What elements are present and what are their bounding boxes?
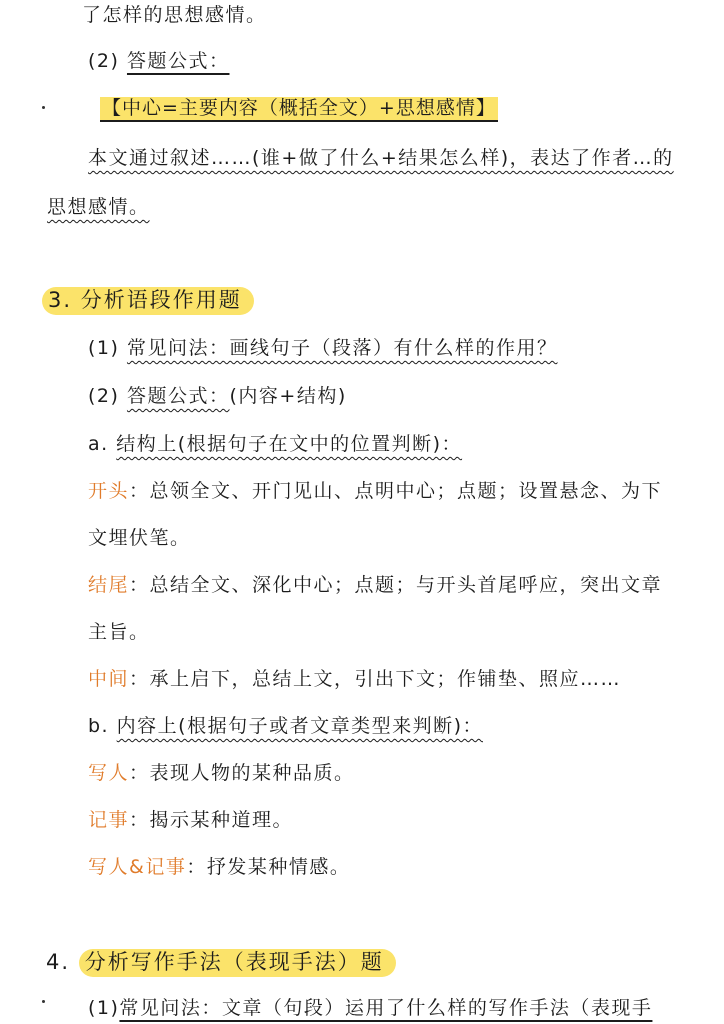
structure-item-ending-cont — [88, 617, 150, 647]
answer-text-2: 思想感情。 — [47, 196, 150, 218]
section-3-q2-title: 答题公式： — [126, 385, 230, 407]
answer-line-2 — [47, 192, 150, 222]
section-4-q1-text: 常见问法：文章（句段）运用了什么样的写作手法（表现手 — [119, 997, 653, 1019]
structure-item-text: ：总领全文、开门见山、点明中心；点题；设置悬念、为下 — [129, 480, 663, 502]
structure-item-cont: 文埋伏笔。 — [88, 527, 191, 549]
section-3-q2-suffix: (内容+结构) — [229, 385, 347, 407]
answer-text-1: 本文通过叙述……(谁+做了什么+结果怎么样)，表达了作者…的 — [88, 147, 674, 169]
structure-item-opening — [88, 476, 662, 506]
section-3-q1-label: (1) — [88, 337, 120, 359]
content-label: b. — [88, 715, 110, 737]
content-item-term: 记事 — [88, 809, 130, 831]
section-3-number: 3. — [48, 288, 73, 312]
intro-line-text: 了怎样的思想感情。 — [82, 4, 267, 26]
structure-item-term: 中间 — [88, 668, 130, 690]
section-3-highlight — [42, 287, 254, 315]
section-4-number: 4. — [46, 950, 71, 974]
structure-item-text: ：总结全文、深化中心；点题；与开头首尾呼应，突出文章 — [129, 574, 663, 596]
content-item-person — [88, 758, 355, 788]
content-item-both — [88, 852, 350, 882]
structure-item-term: 开头 — [88, 480, 130, 502]
structure-item-text: ：承上启下，总结上文，引出下文；作铺垫、照应…… — [129, 668, 622, 690]
structure-item-middle — [88, 664, 621, 694]
structure-item-term: 结尾 — [88, 574, 130, 596]
content-item-text: ：揭示某种道理。 — [129, 809, 294, 831]
content-item-term: 写人 — [88, 762, 130, 784]
content-item-text: ：抒发某种情感。 — [186, 856, 351, 878]
content-heading — [88, 711, 483, 741]
intro-q2-label: (2) — [88, 50, 120, 72]
structure-heading — [88, 429, 462, 459]
section-3-q2-label: (2) — [88, 385, 120, 407]
structure-text: 结构上(根据句子在文中的位置判断)： — [116, 433, 463, 455]
answer-line-1 — [88, 143, 674, 173]
margin-dot — [42, 106, 45, 109]
section-4-title: 分析写作手法（表现手法）题 — [79, 949, 396, 977]
structure-item-ending — [88, 570, 662, 600]
section-3-q2 — [88, 381, 347, 411]
section-3-q1 — [88, 333, 557, 363]
intro-q2-title: 答题公式： — [126, 50, 230, 72]
content-text: 内容上(根据句子或者文章类型来判断)： — [116, 715, 483, 737]
intro-q2 — [88, 46, 229, 76]
margin-dot — [42, 1000, 45, 1003]
content-item-term: 写人&记事 — [88, 856, 187, 878]
formula-line — [100, 93, 498, 123]
section-4-heading — [46, 947, 396, 977]
section-4-q1-label: (1) — [88, 997, 120, 1019]
structure-label: a. — [88, 433, 109, 455]
content-item-text: ：表现人物的某种品质。 — [129, 762, 355, 784]
content-item-event — [88, 805, 293, 835]
section-3-title: 分析语段作用题 — [80, 288, 242, 312]
section-4-q1 — [88, 993, 652, 1023]
intro-line — [82, 0, 267, 30]
formula-box: 【中心=主要内容（概括全文）+思想感情】 — [100, 97, 498, 122]
section-3-q1-text: 常见问法：画线句子（段落）有什么样的作用？ — [126, 337, 558, 359]
structure-item-cont: 主旨。 — [88, 621, 150, 643]
section-3-heading — [42, 285, 254, 315]
structure-item-opening-cont — [88, 523, 191, 553]
